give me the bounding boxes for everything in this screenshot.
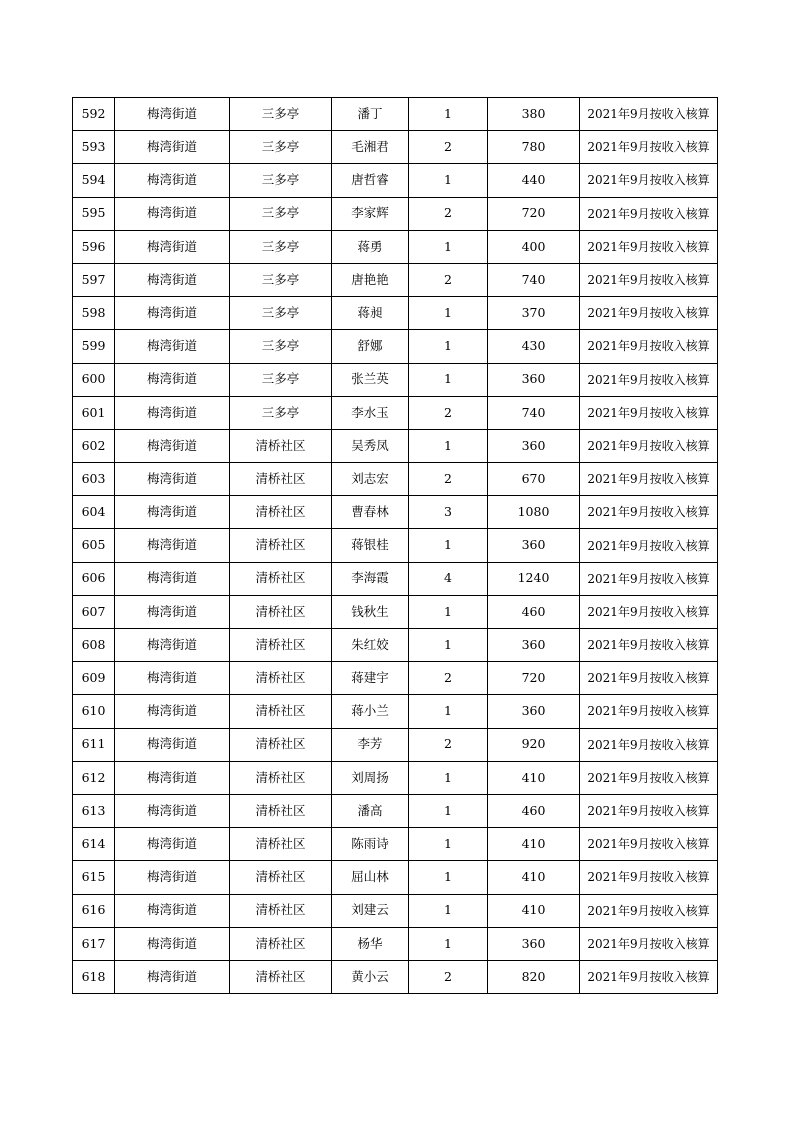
amount-cell: 380: [488, 98, 580, 131]
household-size-cell: 1: [409, 98, 488, 131]
community-cell: 清桥社区: [230, 927, 332, 960]
name-cell: 杨华: [332, 927, 409, 960]
table-row: [73, 529, 718, 562]
amount-cell: 720: [488, 662, 580, 695]
amount-cell: 670: [488, 463, 580, 496]
community-cell: 清桥社区: [230, 761, 332, 794]
household-size-cell: 1: [409, 861, 488, 894]
note-cell: 2021年9月按收入核算: [580, 927, 718, 960]
table-row: [73, 629, 718, 662]
table-row: [73, 98, 718, 131]
row-number: 614: [73, 828, 115, 861]
table-row: [73, 396, 718, 429]
community-cell: 清桥社区: [230, 861, 332, 894]
row-number: 610: [73, 695, 115, 728]
records-body: [73, 98, 718, 994]
table-row: [73, 662, 718, 695]
household-size-cell: 2: [409, 197, 488, 230]
household-size-cell: 2: [409, 263, 488, 296]
community-cell: 三多亭: [230, 164, 332, 197]
note-cell: 2021年9月按收入核算: [580, 263, 718, 296]
table-row: [73, 595, 718, 628]
community-cell: 三多亭: [230, 330, 332, 363]
table-row: [73, 562, 718, 595]
household-size-cell: 1: [409, 595, 488, 628]
amount-cell: 740: [488, 396, 580, 429]
amount-cell: 370: [488, 297, 580, 330]
table-row: [73, 463, 718, 496]
community-cell: 三多亭: [230, 263, 332, 296]
amount-cell: 360: [488, 363, 580, 396]
name-cell: 黄小云: [332, 960, 409, 993]
note-cell: 2021年9月按收入核算: [580, 728, 718, 761]
community-cell: 清桥社区: [230, 794, 332, 827]
amount-cell: 820: [488, 960, 580, 993]
name-cell: 舒娜: [332, 330, 409, 363]
amount-cell: 920: [488, 728, 580, 761]
street-cell: 梅湾街道: [115, 164, 230, 197]
community-cell: 清桥社区: [230, 695, 332, 728]
amount-cell: 740: [488, 263, 580, 296]
household-size-cell: 1: [409, 529, 488, 562]
amount-cell: 440: [488, 164, 580, 197]
row-number: 598: [73, 297, 115, 330]
amount-cell: 410: [488, 894, 580, 927]
household-size-cell: 1: [409, 429, 488, 462]
note-cell: 2021年9月按收入核算: [580, 98, 718, 131]
household-size-cell: 1: [409, 230, 488, 263]
household-size-cell: 2: [409, 662, 488, 695]
row-number: 600: [73, 363, 115, 396]
row-number: 594: [73, 164, 115, 197]
household-size-cell: 1: [409, 828, 488, 861]
table-row: [73, 297, 718, 330]
row-number: 612: [73, 761, 115, 794]
household-size-cell: 2: [409, 396, 488, 429]
household-size-cell: 1: [409, 894, 488, 927]
community-cell: 清桥社区: [230, 529, 332, 562]
street-cell: 梅湾街道: [115, 927, 230, 960]
table-row: [73, 429, 718, 462]
table-row: [73, 330, 718, 363]
note-cell: 2021年9月按收入核算: [580, 131, 718, 164]
note-cell: 2021年9月按收入核算: [580, 595, 718, 628]
row-number: 604: [73, 496, 115, 529]
note-cell: 2021年9月按收入核算: [580, 562, 718, 595]
street-cell: 梅湾街道: [115, 131, 230, 164]
name-cell: 朱红姣: [332, 629, 409, 662]
name-cell: 潘丁: [332, 98, 409, 131]
household-size-cell: 2: [409, 131, 488, 164]
name-cell: 潘高: [332, 794, 409, 827]
household-size-cell: 3: [409, 496, 488, 529]
note-cell: 2021年9月按收入核算: [580, 695, 718, 728]
name-cell: 吴秀凤: [332, 429, 409, 462]
table-row: [73, 861, 718, 894]
street-cell: 梅湾街道: [115, 98, 230, 131]
household-size-cell: 2: [409, 463, 488, 496]
household-size-cell: 1: [409, 695, 488, 728]
note-cell: 2021年9月按收入核算: [580, 297, 718, 330]
row-number: 595: [73, 197, 115, 230]
street-cell: 梅湾街道: [115, 263, 230, 296]
name-cell: 蒋银桂: [332, 529, 409, 562]
name-cell: 唐哲睿: [332, 164, 409, 197]
street-cell: 梅湾街道: [115, 529, 230, 562]
community-cell: 三多亭: [230, 197, 332, 230]
amount-cell: 430: [488, 330, 580, 363]
street-cell: 梅湾街道: [115, 695, 230, 728]
table-row: [73, 363, 718, 396]
household-size-cell: 2: [409, 960, 488, 993]
table-row: [73, 794, 718, 827]
row-number: 597: [73, 263, 115, 296]
street-cell: 梅湾街道: [115, 960, 230, 993]
name-cell: 蒋昶: [332, 297, 409, 330]
table-row: [73, 927, 718, 960]
note-cell: 2021年9月按收入核算: [580, 529, 718, 562]
note-cell: 2021年9月按收入核算: [580, 828, 718, 861]
amount-cell: 360: [488, 695, 580, 728]
name-cell: 毛湘君: [332, 131, 409, 164]
note-cell: 2021年9月按收入核算: [580, 861, 718, 894]
household-size-cell: 1: [409, 330, 488, 363]
community-cell: 三多亭: [230, 363, 332, 396]
table-row: [73, 197, 718, 230]
table-row: [73, 894, 718, 927]
amount-cell: 460: [488, 595, 580, 628]
name-cell: 李水玉: [332, 396, 409, 429]
amount-cell: 410: [488, 861, 580, 894]
note-cell: 2021年9月按收入核算: [580, 230, 718, 263]
name-cell: 蒋建宇: [332, 662, 409, 695]
community-cell: 清桥社区: [230, 562, 332, 595]
community-cell: 清桥社区: [230, 662, 332, 695]
note-cell: 2021年9月按收入核算: [580, 894, 718, 927]
row-number: 613: [73, 794, 115, 827]
street-cell: 梅湾街道: [115, 894, 230, 927]
name-cell: 刘周扬: [332, 761, 409, 794]
name-cell: 刘建云: [332, 894, 409, 927]
table-row: [73, 230, 718, 263]
community-cell: 清桥社区: [230, 595, 332, 628]
table-row: [73, 496, 718, 529]
note-cell: 2021年9月按收入核算: [580, 363, 718, 396]
note-cell: 2021年9月按收入核算: [580, 396, 718, 429]
community-cell: 清桥社区: [230, 629, 332, 662]
name-cell: 刘志宏: [332, 463, 409, 496]
note-cell: 2021年9月按收入核算: [580, 629, 718, 662]
community-cell: 清桥社区: [230, 496, 332, 529]
household-size-cell: 1: [409, 164, 488, 197]
street-cell: 梅湾街道: [115, 794, 230, 827]
row-number: 601: [73, 396, 115, 429]
name-cell: 蒋勇: [332, 230, 409, 263]
row-number: 607: [73, 595, 115, 628]
row-number: 608: [73, 629, 115, 662]
household-size-cell: 1: [409, 927, 488, 960]
street-cell: 梅湾街道: [115, 463, 230, 496]
street-cell: 梅湾街道: [115, 728, 230, 761]
street-cell: 梅湾街道: [115, 197, 230, 230]
household-size-cell: 1: [409, 363, 488, 396]
row-number: 605: [73, 529, 115, 562]
row-number: 606: [73, 562, 115, 595]
note-cell: 2021年9月按收入核算: [580, 429, 718, 462]
name-cell: 李芳: [332, 728, 409, 761]
household-size-cell: 2: [409, 728, 488, 761]
row-number: 616: [73, 894, 115, 927]
row-number: 592: [73, 98, 115, 131]
row-number: 615: [73, 861, 115, 894]
household-size-cell: 1: [409, 629, 488, 662]
community-cell: 清桥社区: [230, 728, 332, 761]
amount-cell: 400: [488, 230, 580, 263]
name-cell: 陈雨诗: [332, 828, 409, 861]
name-cell: 李海霞: [332, 562, 409, 595]
name-cell: 张兰英: [332, 363, 409, 396]
street-cell: 梅湾街道: [115, 363, 230, 396]
table-row: [73, 164, 718, 197]
amount-cell: 410: [488, 761, 580, 794]
row-number: 593: [73, 131, 115, 164]
community-cell: 三多亭: [230, 98, 332, 131]
community-cell: 清桥社区: [230, 429, 332, 462]
note-cell: 2021年9月按收入核算: [580, 496, 718, 529]
records-table: [72, 97, 718, 994]
note-cell: 2021年9月按收入核算: [580, 662, 718, 695]
row-number: 618: [73, 960, 115, 993]
note-cell: 2021年9月按收入核算: [580, 960, 718, 993]
amount-cell: 360: [488, 529, 580, 562]
row-number: 609: [73, 662, 115, 695]
street-cell: 梅湾街道: [115, 562, 230, 595]
table-row: [73, 695, 718, 728]
street-cell: 梅湾街道: [115, 297, 230, 330]
amount-cell: 460: [488, 794, 580, 827]
row-number: 602: [73, 429, 115, 462]
table-row: [73, 761, 718, 794]
row-number: 599: [73, 330, 115, 363]
name-cell: 唐艳艳: [332, 263, 409, 296]
note-cell: 2021年9月按收入核算: [580, 761, 718, 794]
street-cell: 梅湾街道: [115, 330, 230, 363]
amount-cell: 360: [488, 429, 580, 462]
household-size-cell: 4: [409, 562, 488, 595]
community-cell: 清桥社区: [230, 960, 332, 993]
community-cell: 三多亭: [230, 230, 332, 263]
street-cell: 梅湾街道: [115, 629, 230, 662]
amount-cell: 720: [488, 197, 580, 230]
street-cell: 梅湾街道: [115, 230, 230, 263]
name-cell: 曹春林: [332, 496, 409, 529]
row-number: 611: [73, 728, 115, 761]
street-cell: 梅湾街道: [115, 828, 230, 861]
note-cell: 2021年9月按收入核算: [580, 164, 718, 197]
community-cell: 三多亭: [230, 396, 332, 429]
community-cell: 清桥社区: [230, 894, 332, 927]
table-row: [73, 728, 718, 761]
name-cell: 屈山林: [332, 861, 409, 894]
street-cell: 梅湾街道: [115, 396, 230, 429]
table-row: [73, 960, 718, 993]
note-cell: 2021年9月按收入核算: [580, 197, 718, 230]
amount-cell: 360: [488, 927, 580, 960]
name-cell: 蒋小兰: [332, 695, 409, 728]
amount-cell: 780: [488, 131, 580, 164]
name-cell: 钱秋生: [332, 595, 409, 628]
street-cell: 梅湾街道: [115, 429, 230, 462]
street-cell: 梅湾街道: [115, 662, 230, 695]
amount-cell: 360: [488, 629, 580, 662]
household-size-cell: 1: [409, 794, 488, 827]
name-cell: 李家辉: [332, 197, 409, 230]
street-cell: 梅湾街道: [115, 496, 230, 529]
row-number: 596: [73, 230, 115, 263]
amount-cell: 1080: [488, 496, 580, 529]
table-row: [73, 828, 718, 861]
street-cell: 梅湾街道: [115, 861, 230, 894]
table-row: [73, 263, 718, 296]
household-size-cell: 1: [409, 761, 488, 794]
row-number: 617: [73, 927, 115, 960]
note-cell: 2021年9月按收入核算: [580, 463, 718, 496]
community-cell: 三多亭: [230, 297, 332, 330]
community-cell: 清桥社区: [230, 828, 332, 861]
community-cell: 三多亭: [230, 131, 332, 164]
street-cell: 梅湾街道: [115, 595, 230, 628]
amount-cell: 1240: [488, 562, 580, 595]
amount-cell: 410: [488, 828, 580, 861]
note-cell: 2021年9月按收入核算: [580, 794, 718, 827]
table-row: [73, 131, 718, 164]
note-cell: 2021年9月按收入核算: [580, 330, 718, 363]
street-cell: 梅湾街道: [115, 761, 230, 794]
row-number: 603: [73, 463, 115, 496]
household-size-cell: 1: [409, 297, 488, 330]
community-cell: 清桥社区: [230, 463, 332, 496]
